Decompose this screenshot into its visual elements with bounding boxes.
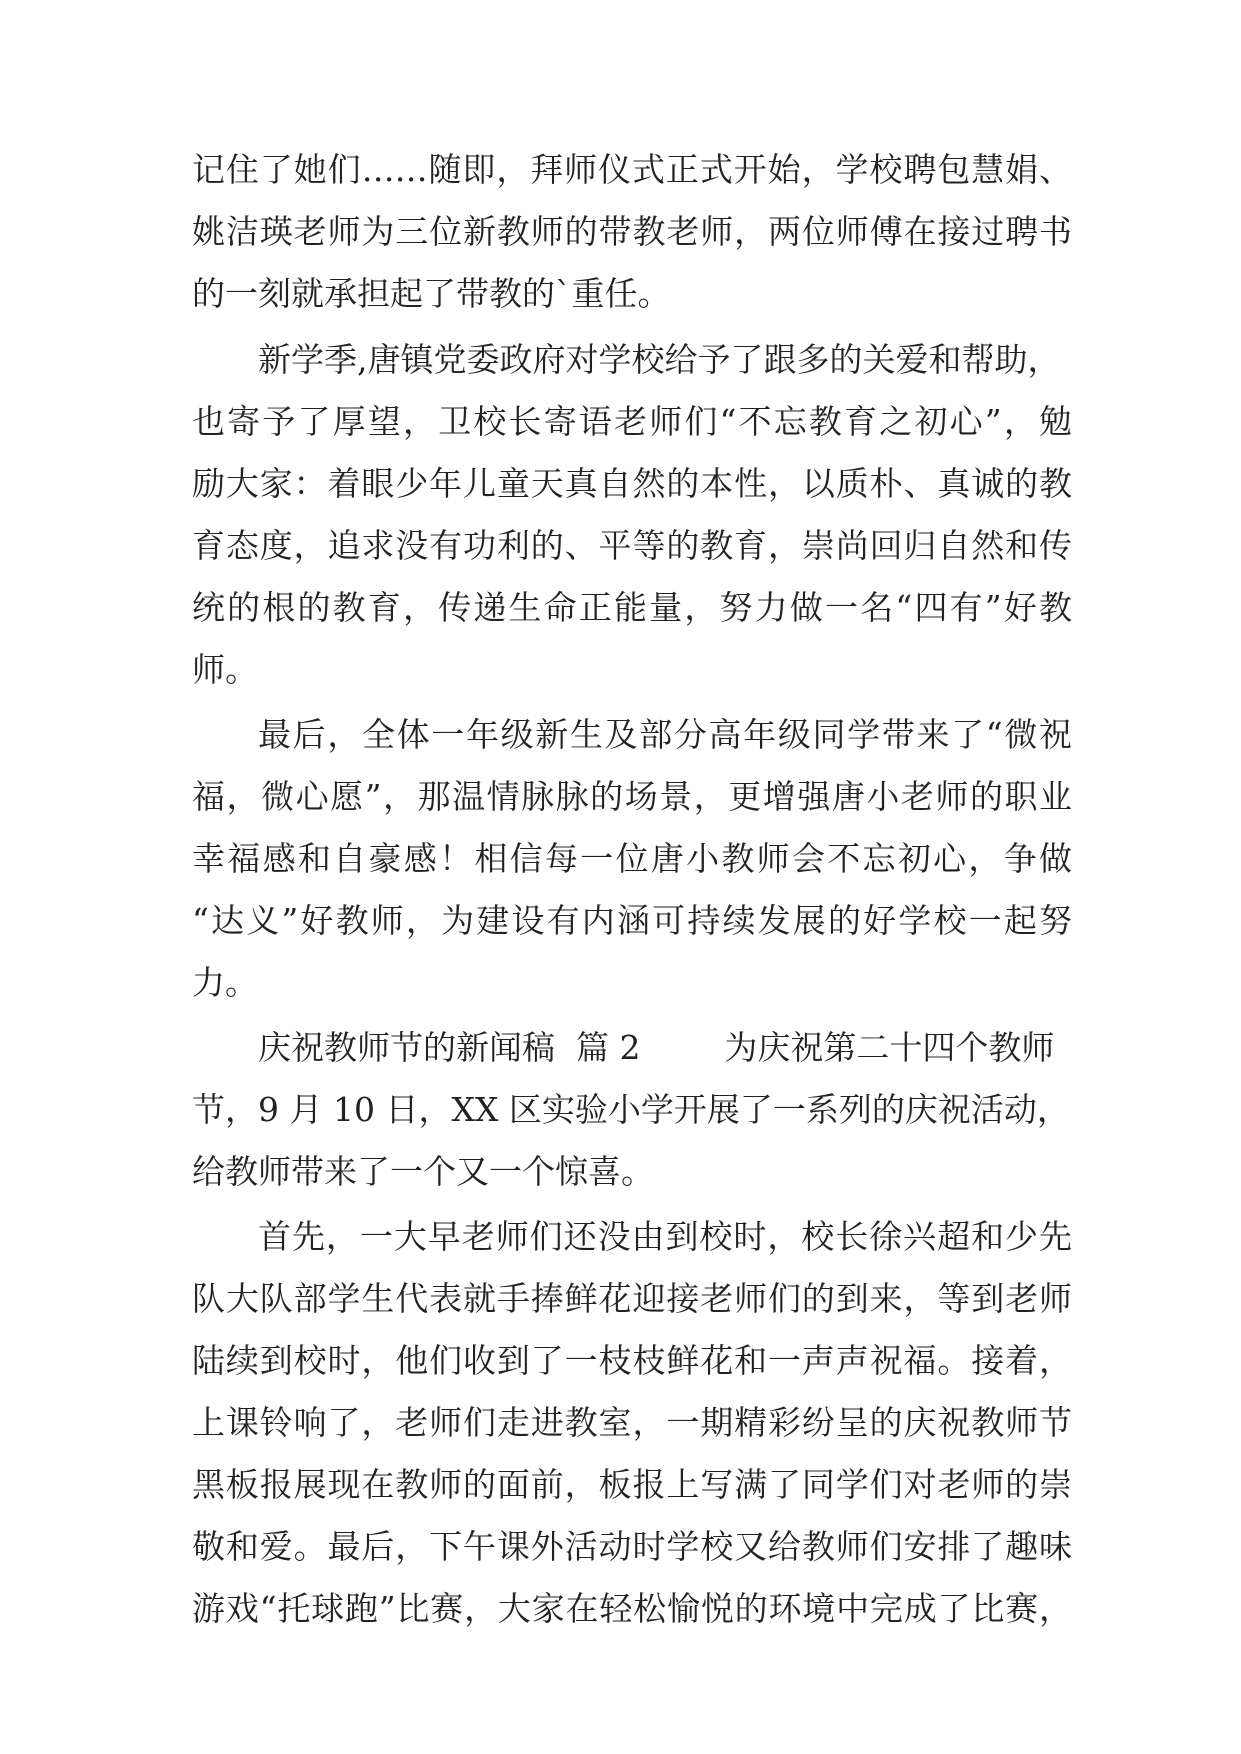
text-line: 上课铃响了，老师们走进教室，一期精彩纷呈的庆祝教师节: [192, 1403, 1072, 1442]
text-line: 的一刻就承担起了带教的`重任。: [192, 274, 671, 313]
text-line: 给教师带来了一个又一个惊喜。: [192, 1152, 654, 1191]
text-line: 育态度，追求没有功利的、平等的教育，崇尚回归自然和传: [192, 526, 1072, 565]
text-line: 节，9 月 10 日，XX 区实验小学开展了一系列的庆祝活动，: [192, 1090, 1070, 1129]
text-line: 黑板报展现在教师的面前，板报上写满了同学们对老师的崇: [192, 1465, 1072, 1504]
text-line: 陆续到校时，他们收到了一枝枝鲜花和一声声祝福。接着，: [192, 1341, 1072, 1380]
text-line: 庆祝教师节的新闻稿 篇 2 为庆祝第二十四个教师: [258, 1028, 1055, 1067]
text-line: 队大队部学生代表就手捧鲜花迎接老师们的到来，等到老师: [192, 1279, 1072, 1318]
text-line: 新学季,唐镇党委政府对学校给予了跟多的关爱和帮助，: [258, 340, 1061, 379]
text-line: 首先，一大早老师们还没由到校时，校长徐兴超和少先: [258, 1217, 1072, 1256]
text-line: 统的根的教育，传递生命正能量，努力做一名“四有”好教: [192, 588, 1072, 627]
text-line: 师。: [192, 650, 258, 689]
text-line: 力。: [192, 963, 258, 1002]
text-line: 游戏“托球跑”比赛，大家在轻松愉悦的环境中完成了比赛，: [192, 1589, 1072, 1628]
text-line: 最后，全体一年级新生及部分高年级同学带来了“微祝: [258, 715, 1072, 754]
text-line: 幸福感和自豪感！相信每一位唐小教师会不忘初心，争做: [192, 839, 1072, 878]
text-line: 记住了她们……随即，拜师仪式正式开始，学校聘包慧娟、: [192, 150, 1072, 189]
text-line: 励大家：着眼少年儿童天真自然的本性，以质朴、真诚的教: [192, 464, 1072, 503]
text-line: 福，微心愿”，那温情脉脉的场景，更增强唐小老师的职业: [192, 777, 1072, 816]
text-line: 也寄予了厚望，卫校长寄语老师们“不忘教育之初心”，勉: [192, 402, 1072, 441]
text-line: 姚洁瑛老师为三位新教师的带教老师，两位师傅在接过聘书: [192, 212, 1072, 251]
text-line: “达义”好教师，为建设有内涵可持续发展的好学校一起努: [192, 901, 1072, 940]
text-line: 敬和爱。最后，下午课外活动时学校又给教师们安排了趣味: [192, 1527, 1072, 1566]
